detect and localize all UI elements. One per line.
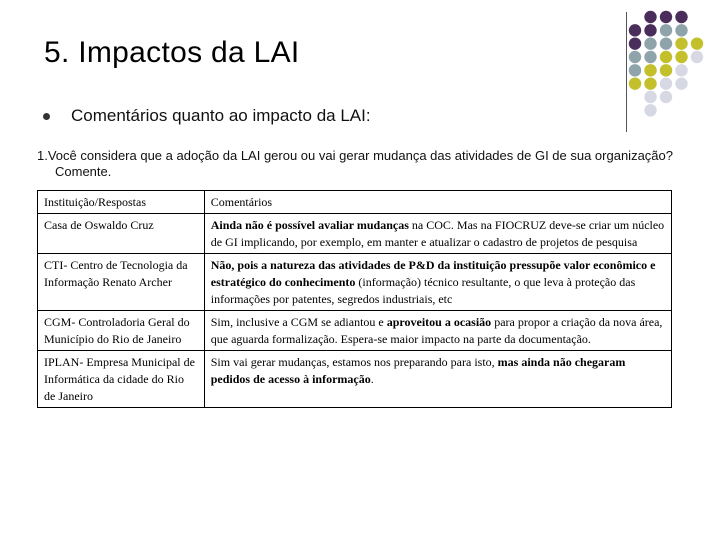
row-institution: Casa de Oswaldo Cruz bbox=[38, 214, 205, 254]
comment-bold: Ainda não é possível avaliar mudanças bbox=[210, 218, 409, 232]
row-comment bbox=[204, 214, 671, 254]
decor-dot bbox=[644, 24, 656, 36]
decor-dot bbox=[660, 64, 672, 76]
decor-dot bbox=[675, 51, 687, 63]
header-comments: Comentários bbox=[204, 191, 671, 214]
decor-dot-grid bbox=[626, 8, 720, 118]
decor-dot bbox=[660, 11, 672, 23]
decor-dot bbox=[629, 24, 641, 36]
decor-dot bbox=[644, 64, 656, 76]
row-comment bbox=[204, 254, 671, 311]
decor-dot bbox=[675, 77, 687, 89]
decor-dot bbox=[644, 91, 656, 103]
decor-dot bbox=[660, 24, 672, 36]
decor-dot bbox=[675, 24, 687, 36]
decor-dot bbox=[660, 91, 672, 103]
decor-dot bbox=[629, 37, 641, 49]
table-row bbox=[38, 254, 672, 311]
responses-table bbox=[37, 190, 672, 408]
decor-dot bbox=[660, 51, 672, 63]
bullet-item bbox=[43, 106, 371, 126]
decor-dot bbox=[644, 51, 656, 63]
bullet-dot-icon bbox=[43, 113, 50, 120]
comment-rest: na COC. Mas na FIOCRUZ deve-se criar um núcleo de GI implicando, por exemplo, em manter e atualizar o cadastro de projetos de pesquisa bbox=[210, 218, 665, 249]
bullet-text: Comentários quanto ao impacto da LAI: bbox=[71, 106, 371, 125]
row-institution: CTI- Centro de Tecnologia da Informação Renato Archer bbox=[38, 254, 205, 311]
header-institution: Instituição/Respostas bbox=[38, 191, 205, 214]
slide-title: 5. Impactos da LAI bbox=[44, 36, 300, 69]
decor-dot bbox=[644, 104, 656, 116]
row-comment bbox=[204, 311, 671, 351]
decor-dot bbox=[644, 77, 656, 89]
decor-dot bbox=[629, 77, 641, 89]
decor-dot bbox=[675, 64, 687, 76]
row-institution: CGM- Controladoria Geral do Município do Rio de Janeiro bbox=[38, 311, 205, 351]
decor-dot bbox=[691, 37, 703, 49]
comment-pre: Sim, inclusive a CGM se adiantou e bbox=[210, 315, 387, 329]
row-comment bbox=[204, 351, 671, 408]
question-text bbox=[37, 148, 720, 180]
comment-bold: aproveitou a ocasião bbox=[386, 315, 492, 329]
decor-dot bbox=[660, 37, 672, 49]
decor-dot bbox=[644, 37, 656, 49]
comment-bold: Não, pois a natureza das atividades de P&D da instituição pressupõe valor econômico e estratégico do conhecimento bbox=[210, 258, 656, 289]
question-line-1: 1.Você considera que a adoção da LAI gerou ou vai gerar mudança das atividades de GI de sua organização? bbox=[37, 148, 673, 163]
decor-dot bbox=[675, 37, 687, 49]
decor-dot bbox=[675, 11, 687, 23]
decor-dot bbox=[629, 64, 641, 76]
decor-dot bbox=[660, 77, 672, 89]
row-institution: IPLAN- Empresa Municipal de Informática da cidade do Rio de Janeiro bbox=[38, 351, 205, 408]
comment-rest: . bbox=[370, 372, 374, 386]
comment-pre: Sim vai gerar mudanças, estamos nos preparando para isto, bbox=[210, 355, 498, 369]
table-row bbox=[38, 311, 672, 351]
comment-rest: para propor a criação da nova área, que aguarda formalização. Espera-se maior impacto na parte da documentação. bbox=[210, 315, 663, 346]
table-row bbox=[38, 214, 672, 254]
decor-dot bbox=[629, 51, 641, 63]
decor-dot bbox=[644, 11, 656, 23]
comment-bold: mas ainda não chegaram pedidos de acesso à informação bbox=[210, 355, 626, 386]
comment-rest: (informação) técnico resultante, o que leva à proteção das informações por patentes, segredos industriais, etc bbox=[210, 275, 636, 306]
table-row bbox=[38, 351, 672, 408]
table-header-row bbox=[38, 191, 672, 214]
decor-dot bbox=[691, 51, 703, 63]
question-line-2: Comente. bbox=[55, 164, 112, 179]
